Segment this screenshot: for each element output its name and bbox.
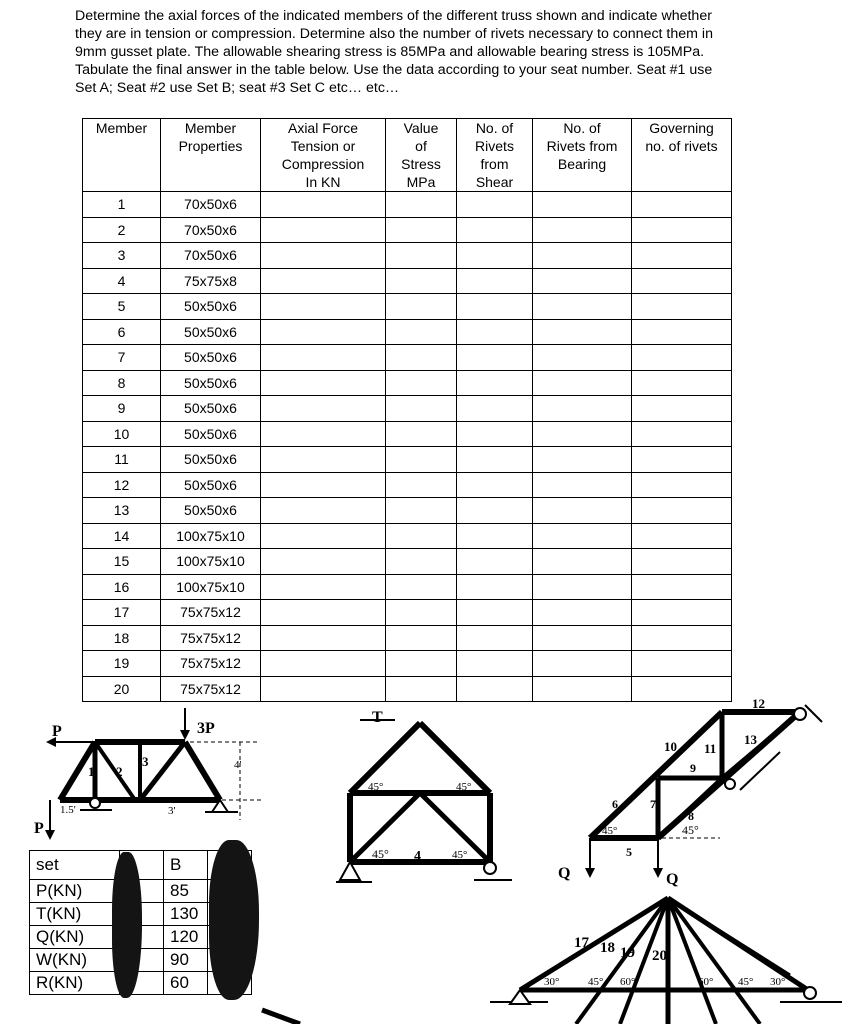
member-properties-cell: 50x50x6 xyxy=(161,396,261,422)
header-line: Tension or xyxy=(290,138,356,154)
load-3p-label: 3P xyxy=(197,720,215,737)
member-properties-cell: 70x50x6 xyxy=(161,192,261,218)
member-label: 17 xyxy=(574,935,589,951)
header-line: Governing xyxy=(649,120,714,136)
member-number-cell: 4 xyxy=(83,268,161,294)
member-properties-cell: 50x50x6 xyxy=(161,319,261,345)
member-properties-cell: 70x50x6 xyxy=(161,243,261,269)
truss-member xyxy=(548,898,668,972)
angle-label: 45° xyxy=(602,825,618,837)
truss-member xyxy=(262,1010,300,1024)
set-label-cell: R(KN) xyxy=(30,972,120,995)
member-label: 3 xyxy=(142,754,149,769)
member-number-cell: 13 xyxy=(83,498,161,524)
member-number-cell: 19 xyxy=(83,651,161,677)
member-properties-cell: 50x50x6 xyxy=(161,447,261,473)
angle-label: 45° xyxy=(456,781,472,793)
header-line: no. of rivets xyxy=(645,138,718,154)
member-label: 9 xyxy=(690,761,696,775)
header-line: Axial Force xyxy=(287,120,359,136)
member-number-cell: 18 xyxy=(83,625,161,651)
set-label-cell: set xyxy=(30,851,120,880)
set-b-cell: 60 xyxy=(164,972,208,995)
member-properties-cell: 100x75x10 xyxy=(161,549,261,575)
member-label: 8 xyxy=(688,809,694,823)
set-label-cell: T(KN) xyxy=(30,903,120,926)
member-number-cell: 11 xyxy=(83,447,161,473)
set-b-cell: 120 xyxy=(164,926,208,949)
member-label: 1 xyxy=(88,764,95,779)
angle-label: 45° xyxy=(588,976,604,988)
header-line: of xyxy=(415,138,427,154)
set-label-cell: Q(KN) xyxy=(30,926,120,949)
set-b-cell: 130 xyxy=(164,903,208,926)
member-label: 10 xyxy=(664,739,677,754)
member-label: 18 xyxy=(600,940,615,956)
header-line: Properties xyxy=(178,138,243,154)
member-number-cell: 8 xyxy=(83,370,161,396)
member-number-cell: 16 xyxy=(83,574,161,600)
header-line: Bearing xyxy=(557,156,607,172)
member-label: 5 xyxy=(626,845,632,859)
header-line: Shear xyxy=(475,174,514,190)
truss-member xyxy=(668,898,790,975)
header-line: Rivets xyxy=(475,138,514,154)
set-label-cell: P(KN) xyxy=(30,880,120,903)
problem-statement: Determine the axial forces of the indicated members of the different truss shown and indicate whether they are in tension or compression. Determine also the number of rivets necessary to connect them in 9mm gusset plate. The allowable shearing stress is 85MPa and allowable bearing stress is 105MPa. Tabulate the final answer in the table below. Use the data according to your seat number. Seat #1 use Set A; Seat #2 use Set B; seat #3 Set C etc… etc… xyxy=(75,8,713,96)
member-label: 12 xyxy=(752,696,765,711)
load-p-label: P xyxy=(52,723,62,740)
load-q-label: Q xyxy=(558,865,571,882)
member-number-cell: 6 xyxy=(83,319,161,345)
member-label: 2 xyxy=(116,764,123,779)
member-number-cell: 15 xyxy=(83,549,161,575)
member-properties-cell: 50x50x6 xyxy=(161,421,261,447)
dim-label: 1.5' xyxy=(60,804,76,816)
member-number-cell: 9 xyxy=(83,396,161,422)
dim-height-label: 4' xyxy=(234,759,242,771)
angle-label: 45° xyxy=(682,823,699,837)
load-t-label: T xyxy=(372,709,383,726)
angle-label: 60° xyxy=(620,976,636,988)
member-label: 7 xyxy=(650,797,656,811)
angle-label: 30° xyxy=(770,976,786,988)
header-line: Member xyxy=(184,120,237,136)
member-label: 20 xyxy=(652,948,667,964)
angle-label: 45° xyxy=(368,781,384,793)
member-number-cell: 2 xyxy=(83,217,161,243)
member-number-cell: 3 xyxy=(83,243,161,269)
header-line: Member xyxy=(95,120,148,136)
member-properties-cell: 50x50x6 xyxy=(161,370,261,396)
member-number-cell: 17 xyxy=(83,600,161,626)
member-properties-cell: 100x75x10 xyxy=(161,523,261,549)
angle-label: 45° xyxy=(738,976,754,988)
member-properties-cell: 75x75x12 xyxy=(161,625,261,651)
header-line: Compression xyxy=(281,156,365,172)
member-label: 6 xyxy=(612,797,618,811)
set-b-cell: 90 xyxy=(164,949,208,972)
member-number-cell: 14 xyxy=(83,523,161,549)
member-number-cell: 20 xyxy=(83,676,161,702)
header-line: Value xyxy=(403,120,439,136)
header-line: No. of xyxy=(563,120,601,136)
set-label-cell: W(KN) xyxy=(30,949,120,972)
member-label: 11 xyxy=(704,741,717,756)
truss-member xyxy=(668,898,716,1024)
member-properties-cell: 100x75x10 xyxy=(161,574,261,600)
roller-support xyxy=(804,987,816,999)
angle-label: 45° xyxy=(452,849,468,861)
member-properties-cell: 75x75x12 xyxy=(161,651,261,677)
member-properties-cell: 50x50x6 xyxy=(161,345,261,371)
header-line: Stress xyxy=(401,156,441,172)
member-properties-cell: 75x75x12 xyxy=(161,600,261,626)
set-b-cell: 85 xyxy=(164,880,208,903)
member-number-cell: 5 xyxy=(83,294,161,320)
header-line: No. of xyxy=(475,120,514,136)
load-p-label: P xyxy=(34,820,44,837)
member-properties-cell: 70x50x6 xyxy=(161,217,261,243)
member-number-cell: 7 xyxy=(83,345,161,371)
angle-label: 30° xyxy=(544,976,560,988)
set-b-cell: B xyxy=(164,851,208,880)
member-properties-cell: 75x75x8 xyxy=(161,268,261,294)
member-properties-cell: 50x50x6 xyxy=(161,472,261,498)
dim-label: 3' xyxy=(168,805,176,817)
member-properties-cell: 50x50x6 xyxy=(161,294,261,320)
member-number-cell: 12 xyxy=(83,472,161,498)
header-line: MPa xyxy=(406,174,436,190)
header-line: Rivets from xyxy=(546,138,618,154)
header-line: from xyxy=(480,156,509,172)
member-label: 19 xyxy=(620,945,635,961)
header-line: In KN xyxy=(305,174,341,190)
member-number-cell: 1 xyxy=(83,192,161,218)
member-label: 4 xyxy=(414,849,421,864)
member-properties-cell: 75x75x12 xyxy=(161,676,261,702)
angle-label: 45° xyxy=(372,847,389,861)
load-q-label: Q xyxy=(666,871,679,888)
truss-member xyxy=(668,898,760,1024)
member-label: 13 xyxy=(744,732,757,747)
angle-label: 60° xyxy=(698,976,714,988)
member-number-cell: 10 xyxy=(83,421,161,447)
member-properties-cell: 50x50x6 xyxy=(161,498,261,524)
